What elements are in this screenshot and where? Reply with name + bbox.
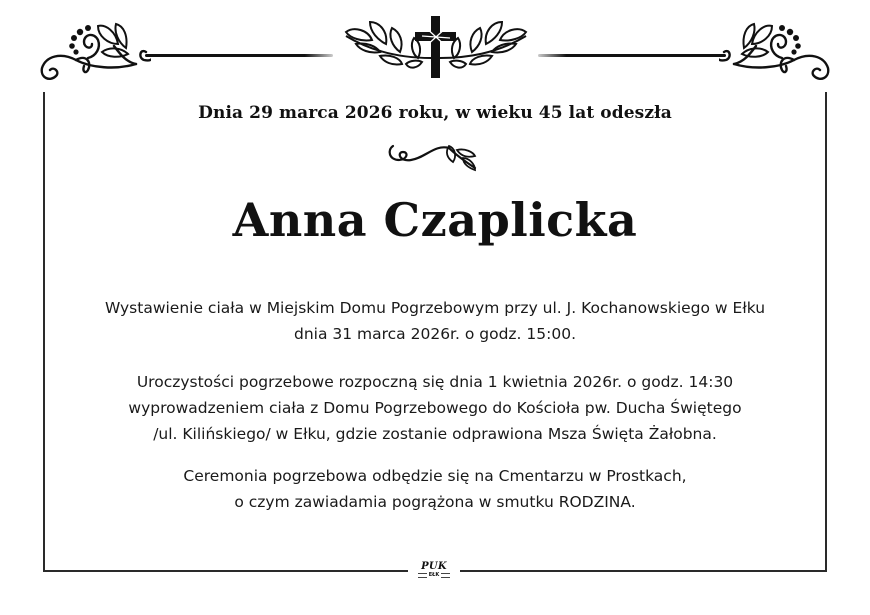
logo-sub-text: EŁK <box>428 572 440 578</box>
text-line: /ul. Kilińskiego/ w Ełku, gdzie zostanie odprawiona Msza Święta Żałobna. <box>153 425 717 443</box>
frame-bottom-border-left <box>43 570 408 572</box>
logo-bar-right <box>441 573 450 578</box>
logo-sub <box>413 572 455 578</box>
text-line: wyprowadzeniem ciała z Domu Pogrzebowego do Kościoła pw. Ducha Świętego <box>128 399 742 417</box>
floral-flourish-icon <box>36 18 151 86</box>
ceremony-paragraph <box>0 369 870 447</box>
text-line: Wystawienie ciała w Miejskim Domu Pogrzebowym przy ul. J. Kochanowskiego w Ełku <box>104 299 766 317</box>
frame-bottom-border-right <box>460 570 827 572</box>
floral-flourish-icon <box>719 18 834 86</box>
text-line: Ceremonia pogrzebowa odbędzie się na Cmentarzu w Prostkach, <box>183 467 687 485</box>
burial-paragraph <box>0 463 870 515</box>
puk-logo <box>413 562 455 578</box>
logo-bar-left <box>418 573 427 578</box>
death-date-line: Dnia 29 marca 2026 roku, w wieku 45 lat odeszła <box>198 103 672 123</box>
text-line: o czym zawiadamia pogrążona w smutku RODZINA. <box>234 493 636 511</box>
text-line: dnia 31 marca 2026r. o godz. 15:00. <box>293 325 577 343</box>
top-rule-right <box>538 54 726 57</box>
cross-with-laurel-icon <box>336 14 536 78</box>
logo-main-text: PUK <box>421 561 447 572</box>
top-rule-left <box>145 54 333 57</box>
viewing-paragraph <box>0 295 870 347</box>
text-line: Uroczystości pogrzebowe rozpoczną się dnia 1 kwietnia 2026r. o godz. 14:30 <box>136 373 734 391</box>
vine-divider-icon <box>385 140 485 172</box>
deceased-name: Anna Czaplicka <box>232 193 638 247</box>
